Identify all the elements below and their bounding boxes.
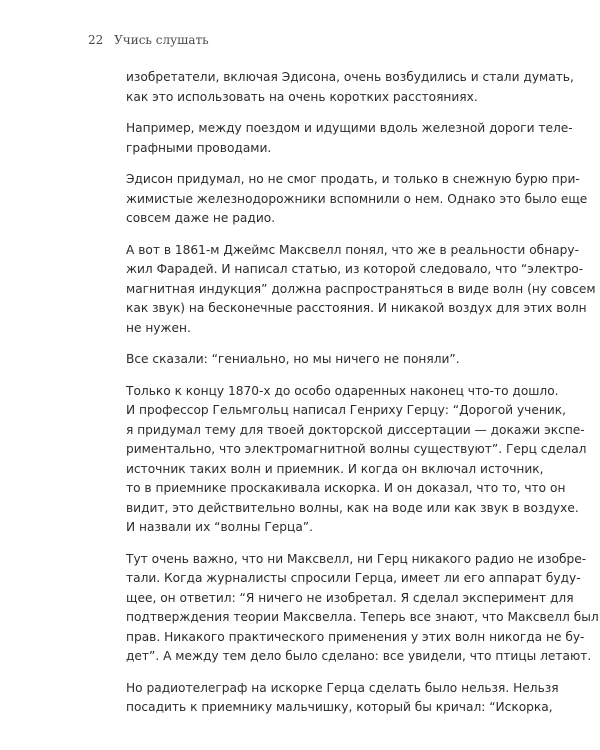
- paragraph: [126, 550, 599, 667]
- text-line: И профессор Гельмгольц написал Генриху Герцу: “Дорогой ученик,: [126, 403, 566, 417]
- text-line: видит, это действительно волны, как на воде или как звук в воздухе.: [126, 500, 579, 515]
- text-line: жил Фарадей. И написал статью, из которой следовало, что “электро-: [126, 262, 584, 276]
- paragraph: [126, 679, 559, 718]
- text-line: магнитная индукция” должна распространяться в виде волн (ну совсем: [126, 281, 596, 296]
- paragraph: [126, 170, 588, 229]
- text-line: прав. Никакого практического применения у этих волн никогда не бу-: [126, 629, 585, 644]
- text-line: Только к концу 1870-х до особо одаренных наконец что-то дошло.: [126, 383, 559, 398]
- text-line: как это использовать на очень коротких расстояниях.: [126, 89, 478, 104]
- text-line: подтверждения теории Максвелла. Теперь все знают, что Максвелл был: [126, 610, 599, 624]
- text-line: графными проводами.: [126, 140, 272, 155]
- text-line: Эдисон придумал, но не смог продать, и только в снежную бурю при-: [126, 172, 580, 186]
- text-line: Но радиотелеграф на искорке Герца сделать было нельзя. Нельзя: [126, 680, 559, 695]
- text-line: я придумал тему для твоей докторской диссертации — докажи экспе-: [126, 422, 585, 437]
- text-line: источник таких волн и приемник. И когда он включал источник,: [126, 461, 544, 476]
- text-line: Тут очень важно, что ни Максвелл, ни Герц никакого радио не изобре-: [126, 551, 587, 566]
- text-line: тали. Когда журналисты спросили Герца, имеет ли его аппарат буду-: [126, 571, 581, 585]
- text-line: совсем даже не радио.: [126, 211, 276, 225]
- text-line: риментально, что электромагнитной волны существуют”. Герц сделал: [126, 442, 587, 456]
- paragraph: [126, 68, 574, 107]
- text-line: А вот в 1861-м Джеймс Максвелл понял, что же в реальности обнару-: [126, 242, 579, 257]
- paragraph: [126, 382, 587, 538]
- chapter-title: Учись слушать: [114, 33, 209, 47]
- text-line: И назвали их “волны Герца”.: [126, 520, 313, 534]
- text-line: изобретатели, включая Эдисона, очень возбудились и стали думать,: [126, 70, 574, 84]
- running-header: [88, 33, 209, 47]
- paragraph: [126, 241, 596, 339]
- text-line: не нужен.: [126, 320, 191, 335]
- text-line: посадить к приемнику мальчишку, который бы кричал: “Искорка,: [126, 700, 553, 714]
- text-line: щее, он ответил: “Я ничего не изобретал. Я сделал эксперимент для: [126, 590, 574, 605]
- text-line: Все сказали: “гениально, но мы ничего не поняли”.: [126, 352, 460, 366]
- paragraph: [126, 119, 573, 158]
- text-line: то в приемнике проскакивала искорка. И он доказал, что то, что он: [126, 481, 566, 495]
- text-line: как звук) на бесконечные расстояния. И никакой воздух для этих волн: [126, 301, 587, 315]
- body-text: [126, 68, 599, 730]
- paragraph: [126, 350, 526, 370]
- text-line: дет”. А между тем дело было сделано: все увидели, что птицы летают.: [126, 649, 592, 663]
- page-number: 22: [88, 33, 104, 47]
- text-line: Например, между поездом и идущими вдоль железной дороги теле-: [126, 121, 573, 135]
- text-line: жимистые железнодорожники вспомнили о нем. Однако это было еще: [126, 191, 588, 206]
